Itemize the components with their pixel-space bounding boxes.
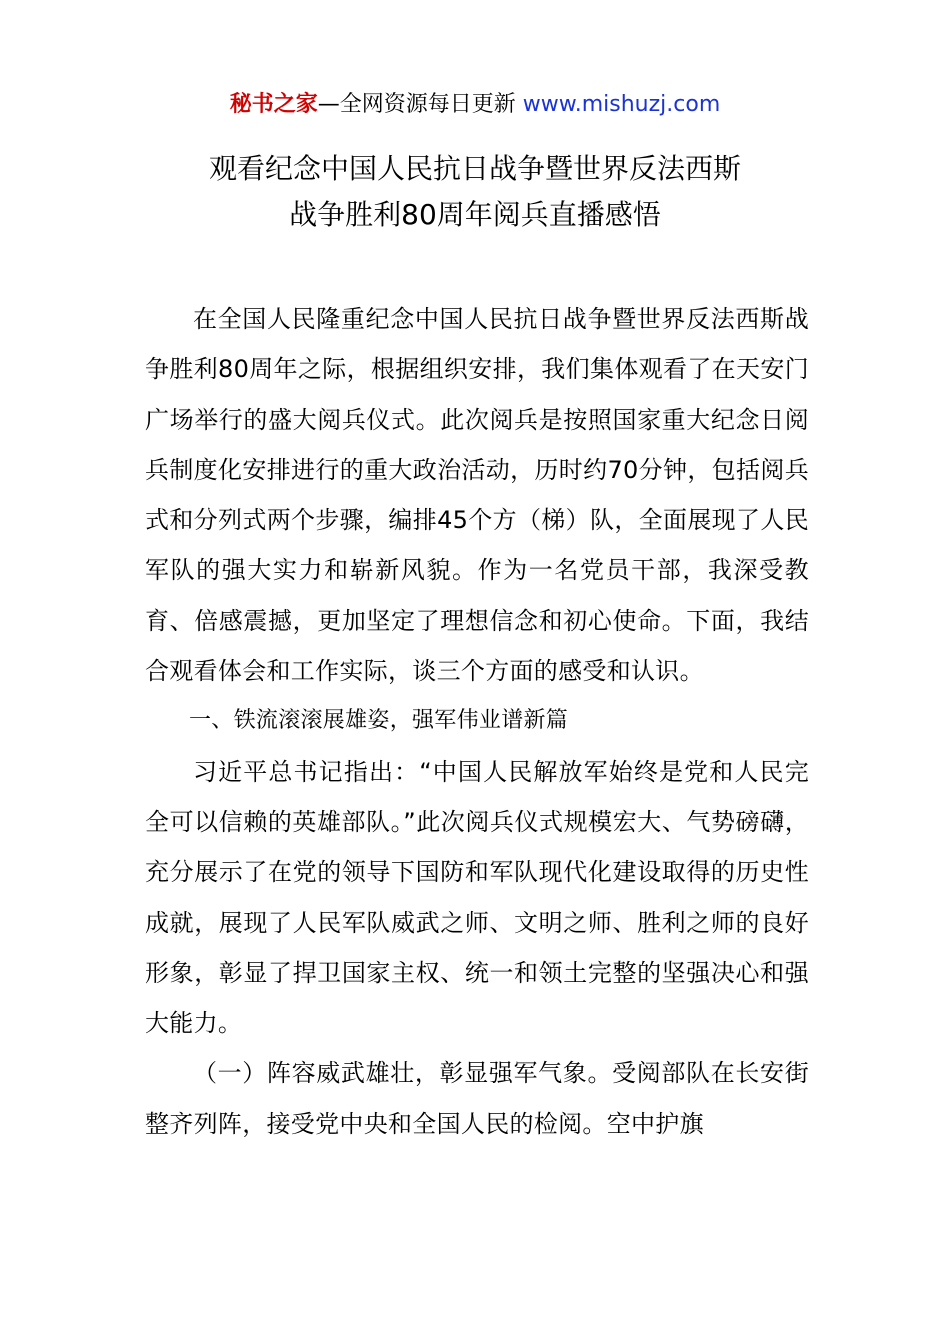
section-heading-1: 一、铁流滚滚展雄姿，强军伟业谱新篇 bbox=[189, 708, 569, 734]
document-body bbox=[145, 294, 809, 1149]
title-line-1: 观看纪念中国人民抗日战争暨世界反法西斯 bbox=[208, 152, 741, 185]
paragraph-quote: 习近平总书记指出：“中国人民解放军始终是党和人民完全可以信赖的英雄部队。”此次阅兵仪式规模宏大、气势磅礴，充分展示了在党的领导下国防和军队现代化建设取得的历史性成就，展现了人民军队威武之师、文明之师、胜利之师的良好形象，彰显了捍卫国家主权、统一和领土完整的坚强决心和强大能力。 bbox=[145, 757, 809, 1038]
paragraph-subsection-1: （一）阵容威武雄壮，彰显强军气象。受阅部队在长安街整齐列阵，接受党中央和全国人民的检阅。空中护旗 bbox=[145, 1059, 809, 1138]
header-tagline: —全网资源每日更新 bbox=[317, 92, 516, 117]
site-link[interactable]: www.mishuzj.com bbox=[522, 92, 721, 117]
site-header bbox=[0, 88, 950, 122]
brand-name: 秘书之家 bbox=[229, 92, 318, 117]
document-title bbox=[0, 146, 950, 238]
title-line-2: 战争胜利80周年阅兵直播感悟 bbox=[289, 198, 661, 231]
paragraph-intro: 在全国人民隆重纪念中国人民抗日战争暨世界反法西斯战争胜利80周年之际，根据组织安排，我们集体观看了在天安门广场举行的盛大阅兵仪式。此次阅兵是按照国家重大纪念日阅兵制度化安排进行的重大政治活动，历时约70分钟，包括阅兵式和分列式两个步骤，编排45个方（梯）队，全面展现了人民军队的强大实力和崭新风貌。作为一名党员干部，我深受教育、倍感震撼，更加坚定了理想信念和初心使命。下面，我结合观看体会和工作实际，谈三个方面的感受和认识。 bbox=[145, 305, 809, 686]
